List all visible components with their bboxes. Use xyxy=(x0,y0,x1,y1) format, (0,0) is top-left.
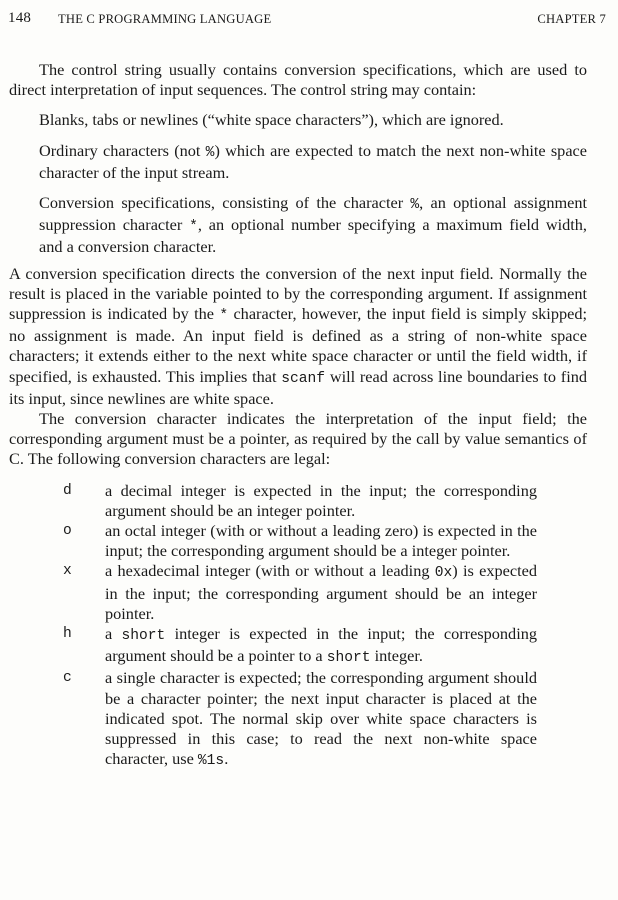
paragraph-conversion-spec xyxy=(9,264,587,409)
conversion-key: c xyxy=(63,670,72,687)
item-text: Ordinary characters (not xyxy=(39,140,206,160)
conversion-key: d xyxy=(63,482,72,499)
desc-text: a single character is expected; the corresponding argument should be a character pointer; the next input character is placed at the indicated spot. The normal skip over white space characters is suppressed in this case; to read the next non-white space character, use xyxy=(105,668,537,769)
paragraph-conversion-char: The conversion character indicates the interpretation of the input field; the corresponding argument must be a pointer, as required by the call by value semantics of C. The following conversion characters are legal: xyxy=(9,409,587,469)
code-asterisk: * xyxy=(189,219,198,236)
desc-text: an octal integer (with or without a leading zero) is expected in the input; the corresponding argument should be a integer pointer. xyxy=(105,521,537,561)
desc-text: ) is expected in the input; the corresponding argument should be an integer pointer. xyxy=(105,561,537,623)
item-blanks xyxy=(39,110,587,130)
item-ordinary xyxy=(39,141,587,183)
conversion-list xyxy=(61,481,537,772)
conversion-key: o xyxy=(63,523,72,540)
desc-text: a hexadecimal integer (with or without a leading xyxy=(105,561,435,581)
code-0x: 0x xyxy=(434,565,453,582)
conversion-item-h xyxy=(61,624,537,668)
intro-paragraph: The control string usually contains conversion specifications, which are used to direct interpretation of input sequences. The control string may contain: xyxy=(9,60,587,100)
item-text: , an optional number specifying a maximum field width, and a conversion character. xyxy=(39,215,588,257)
code-percent: % xyxy=(205,144,215,161)
code-scanf: scanf xyxy=(281,370,326,387)
desc-text: integer. xyxy=(370,646,423,666)
item-text: , an optional assignment suppression character xyxy=(39,193,588,235)
conversion-item-d xyxy=(61,481,537,521)
desc-text: a xyxy=(105,624,122,644)
conversion-item-x xyxy=(61,561,537,624)
page-header xyxy=(8,8,606,28)
conversion-key: x xyxy=(63,563,72,580)
code-1s: %1s xyxy=(197,753,225,770)
conversion-key: h xyxy=(63,626,72,643)
para-text: A conversion specification directs the conversion of the next input field. Normally the result is placed in the variable pointed to by the corresponding argument. If assignment suppression is indicated by the xyxy=(9,263,587,324)
conversion-desc xyxy=(105,481,537,521)
desc-text: . xyxy=(224,749,229,769)
para-text: will read across line boundaries to find its input, since newlines are white space. xyxy=(9,366,587,408)
code-asterisk: * xyxy=(219,308,229,325)
conversion-item-c xyxy=(61,668,537,771)
conversion-item-o xyxy=(61,521,537,561)
chapter-label: CHAPTER 7 xyxy=(537,12,606,26)
code-short: short xyxy=(121,628,166,645)
para-text: character, however, the input field is simply skipped; no assignment is made. An input field is defined as a string of non-white space characters; it extends either to the next white space character or until the field width, if specified, is exhausted. This implies that xyxy=(9,304,587,386)
book-title: THE C PROGRAMMING LANGUAGE xyxy=(58,12,272,26)
page-number: 148 xyxy=(8,10,32,26)
item-text: Blanks, tabs or newlines (“white space characters”), which are ignored. xyxy=(39,110,504,130)
item-text: Conversion specifications, consisting of the character xyxy=(39,193,411,213)
desc-text: integer is expected in the input; the corresponding argument should be a pointer to a xyxy=(105,624,538,666)
desc-text: a decimal integer is expected in the input; the corresponding argument should be an integer pointer. xyxy=(105,480,537,520)
conversion-desc xyxy=(105,521,537,561)
item-text: ) which are expected to match the next non-white space character of the input stream. xyxy=(39,140,587,182)
conversion-desc xyxy=(105,624,537,668)
conversion-desc xyxy=(105,561,537,624)
conversion-desc xyxy=(105,668,537,771)
page-body xyxy=(9,60,587,772)
code-percent: % xyxy=(410,197,420,214)
code-short: short xyxy=(326,650,371,667)
item-conversion xyxy=(39,193,587,258)
